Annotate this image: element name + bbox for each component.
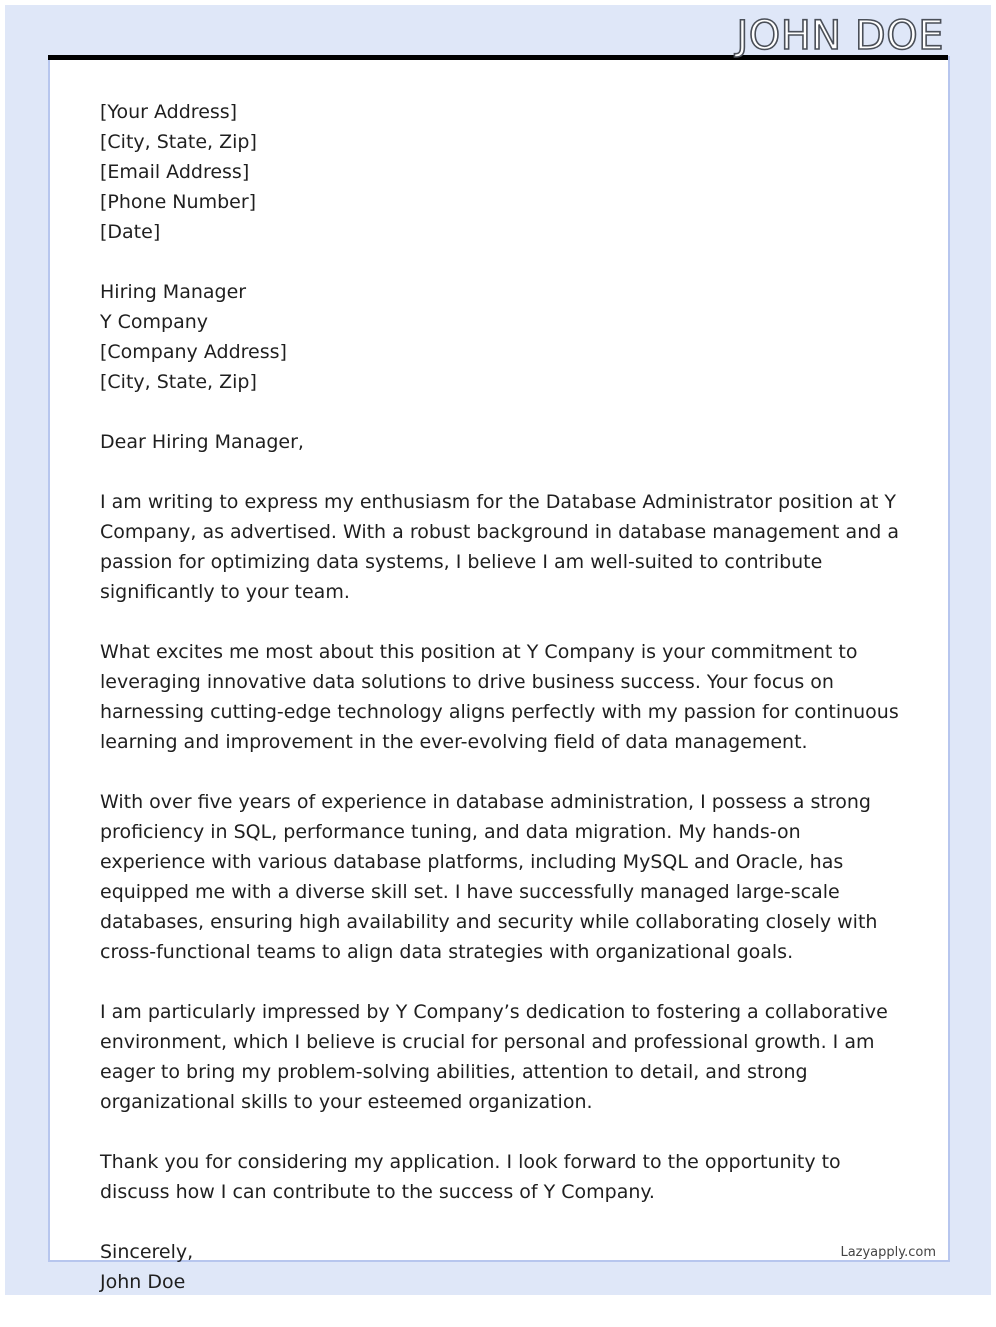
sender-email: [Email Address] [100,161,250,183]
sender-phone: [Phone Number] [100,191,257,213]
body-paragraph-4: I am particularly impressed by Y Company’s dedication to fostering a collaborative environment, which I believe is crucial for personal and professional growth. I am eager to bring my problem-solving abilities, attention to detail, and strong organizational skills to your esteemed organization. [100,1001,888,1113]
sender-address: [Your Address] [100,101,238,123]
body-paragraph-3: With over five years of experience in database administration, I possess a strong proficiency in SQL, performance tuning, and data migration. My hands-on experience with various database platforms, including MySQL and Oracle, has equipped me with a diverse skill set. I have successfully managed large-scale databases, ensuring high availability and security while collaborating closely with cross-functional teams to align data strategies with organizational goals. [100,791,878,963]
recipient-block [100,277,900,397]
applicant-name-heading: JOHN DOE [736,13,944,59]
body-paragraph-5: Thank you for considering my application. I look forward to the opportunity to discuss how I can contribute to the success of Y Company. [100,1151,841,1203]
sender-block [100,97,900,247]
recipient-title: Hiring Manager [100,281,247,303]
recipient-company: Y Company [100,311,209,333]
signature-name: John Doe [100,1271,186,1293]
sender-city-state-zip: [City, State, Zip] [100,131,257,153]
letter-date: [Date] [100,221,161,243]
recipient-address: [Company Address] [100,341,287,363]
recipient-city-state-zip: [City, State, Zip] [100,371,257,393]
closing-block [100,1237,900,1297]
salutation: Dear Hiring Manager, [100,431,304,453]
cover-letter-body [100,97,900,1327]
brand-watermark: Lazyapply.com [840,1245,936,1260]
body-paragraph-2: What excites me most about this position at Y Company is your commitment to leveraging innovative data solutions to drive business success. Your focus on harnessing cutting-edge technology aligns perfectly with my passion for continuous learning and improvement in the ever-evolving field of data management. [100,641,899,753]
valediction: Sincerely, [100,1241,194,1263]
body-paragraph-1: I am writing to express my enthusiasm for the Database Administrator position at Y Company, as advertised. With a robust background in database management and a passion for optimizing data systems, I believe I am well-suited to contribute significantly to your team. [100,491,899,603]
